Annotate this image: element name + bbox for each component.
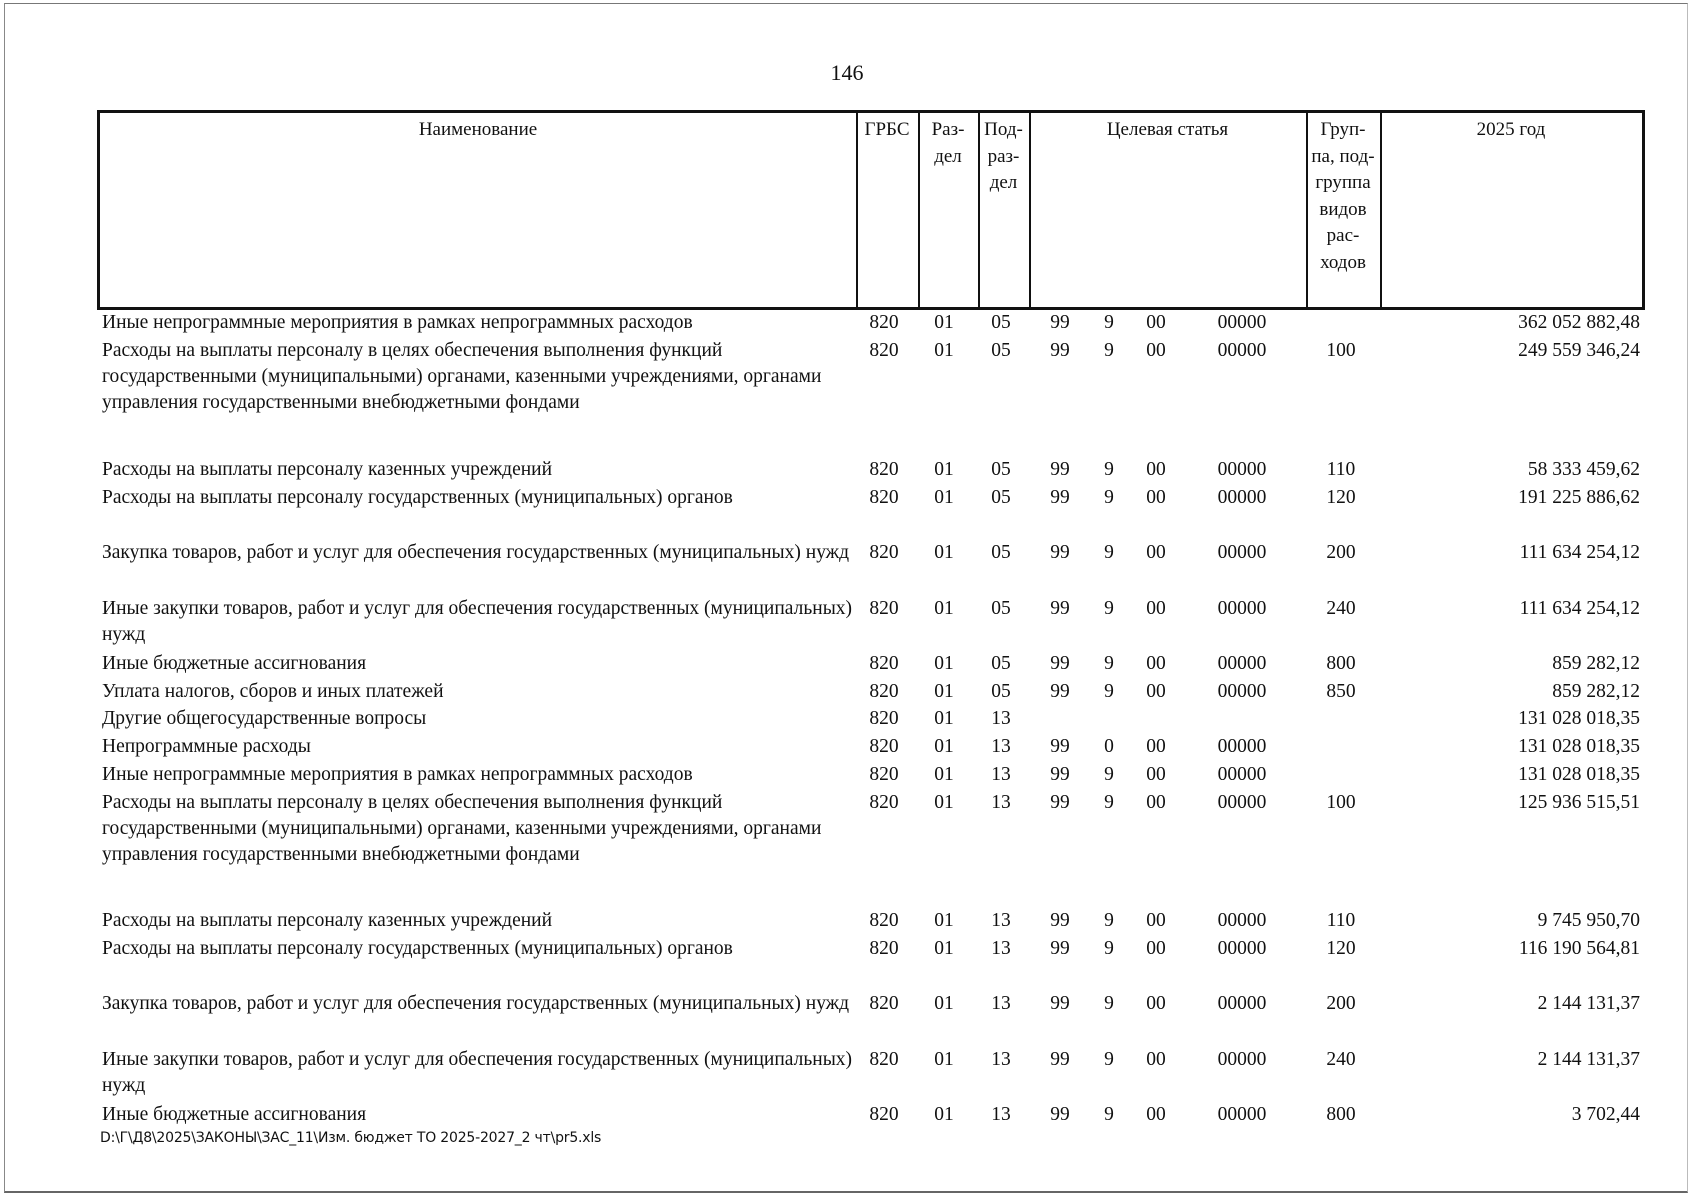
row-podrazdel: 13 [991,1104,1011,1125]
table-header [97,110,1645,310]
row-razdel: 01 [934,993,954,1014]
row-expense-type: 240 [1326,598,1356,619]
row-name: Закупка товаров, работ и услуг для обеспечения государственных (муниципальных) нужд [102,542,850,563]
row-name: Другие общегосударственные вопросы [102,708,427,729]
row-expense-type: 100 [1326,340,1356,361]
row-target-subprogram: 9 [1104,487,1114,508]
row-grbs: 820 [869,938,899,959]
row-podrazdel: 05 [991,542,1011,563]
row-target-subprogram: 9 [1104,340,1114,361]
row-grbs: 820 [869,708,899,729]
row-expense-type: 850 [1326,681,1356,702]
row-target-program: 99 [1050,681,1070,702]
row-grbs: 820 [869,653,899,674]
row-target-subprogram: 9 [1104,459,1114,480]
row-target-direction: 00 [1146,910,1166,931]
row-amount: 2 144 131,37 [1537,993,1640,1014]
row-razdel: 01 [934,598,954,619]
row-target-subprogram: 9 [1104,910,1114,931]
row-razdel: 01 [934,792,954,813]
row-target-subprogram: 9 [1104,1049,1114,1070]
row-target-direction: 00 [1146,340,1166,361]
row-amount: 2 144 131,37 [1537,1049,1640,1070]
row-target-code: 00000 [1217,598,1267,619]
row-grbs: 820 [869,993,899,1014]
row-podrazdel: 13 [991,708,1011,729]
row-grbs: 820 [869,792,899,813]
row-podrazdel: 13 [991,764,1011,785]
row-target-program: 99 [1050,653,1070,674]
row-amount: 9 745 950,70 [1537,910,1640,931]
row-razdel: 01 [934,1049,954,1070]
row-podrazdel: 13 [991,736,1011,757]
row-target-program: 99 [1050,938,1070,959]
row-amount: 58 333 459,62 [1527,459,1640,480]
row-target-code: 00000 [1217,681,1267,702]
row-razdel: 01 [934,459,954,480]
row-podrazdel: 05 [991,312,1011,333]
row-expense-type: 800 [1326,1104,1356,1125]
row-amount: 131 028 018,35 [1518,736,1640,757]
row-target-direction: 00 [1146,487,1166,508]
row-razdel: 01 [934,708,954,729]
row-name: Иные закупки товаров, работ и услуг для обеспечения государственных (муниципальных) нужд [102,598,853,645]
row-grbs: 820 [869,598,899,619]
row-podrazdel: 13 [991,993,1011,1014]
row-target-direction: 00 [1146,993,1166,1014]
row-expense-type: 110 [1326,459,1356,480]
row-target-subprogram: 9 [1104,993,1114,1014]
row-target-subprogram: 0 [1104,736,1114,757]
row-target-subprogram: 9 [1104,312,1114,333]
row-amount: 111 634 254,12 [1519,598,1640,619]
footer-file-path: D:\Г\Д8\2025\ЗАКОНЫ\ЗАС_11\Изм. бюджет ТО 2025-2027_2 чт\pr5.xls [100,1130,602,1146]
row-podrazdel: 05 [991,340,1011,361]
row-amount: 191 225 886,62 [1518,487,1640,508]
header-grbs: ГРБС [864,119,910,140]
row-target-direction: 00 [1146,598,1166,619]
row-target-program: 99 [1050,1049,1070,1070]
row-razdel: 01 [934,312,954,333]
row-target-program: 99 [1050,993,1070,1014]
header-expense-type: Груп- па, под- группа видов рас- ходов [1311,119,1375,273]
row-razdel: 01 [934,736,954,757]
row-amount: 131 028 018,35 [1518,708,1640,729]
row-name: Расходы на выплаты персоналу казенных учреждений [102,459,553,480]
row-target-program: 99 [1050,736,1070,757]
row-target-subprogram: 9 [1104,542,1114,563]
row-amount: 131 028 018,35 [1518,764,1640,785]
header-target-article: Целевая статья [1106,119,1229,140]
page-number: 146 [830,60,864,85]
row-amount: 249 559 346,24 [1518,340,1640,361]
row-target-subprogram: 9 [1104,1104,1114,1125]
row-name: Иные непрограммные мероприятия в рамках непрограммных расходов [102,764,693,785]
row-name: Расходы на выплаты персоналу в целях обеспечения выполнения функций государственными (муниципальными) органами, казенными учреждениями, органами управления государственными внебюджетными фондами [102,792,822,865]
row-target-program: 99 [1050,1104,1070,1125]
row-grbs: 820 [869,764,899,785]
row-target-subprogram: 9 [1104,653,1114,674]
row-name: Расходы на выплаты персоналу в целях обеспечения выполнения функций государственными (муниципальными) органами, казенными учреждениями, органами управления государственными внебюджетными фондами [102,340,822,413]
row-amount: 125 936 515,51 [1518,792,1640,813]
row-target-code: 00000 [1217,792,1267,813]
row-podrazdel: 05 [991,681,1011,702]
row-amount: 111 634 254,12 [1519,542,1640,563]
row-podrazdel: 13 [991,1049,1011,1070]
row-target-direction: 00 [1146,459,1166,480]
row-target-program: 99 [1050,542,1070,563]
header-podrazdel: Под- раз- дел [984,119,1023,193]
row-grbs: 820 [869,312,899,333]
row-target-program: 99 [1050,792,1070,813]
row-target-program: 99 [1050,340,1070,361]
row-target-program: 99 [1050,598,1070,619]
row-podrazdel: 05 [991,598,1011,619]
row-target-program: 99 [1050,459,1070,480]
row-target-code: 00000 [1217,459,1267,480]
row-grbs: 820 [869,1049,899,1070]
row-expense-type: 240 [1326,1049,1356,1070]
row-razdel: 01 [934,487,954,508]
row-target-direction: 00 [1146,681,1166,702]
row-target-direction: 00 [1146,542,1166,563]
row-target-program: 99 [1050,910,1070,931]
row-expense-type: 100 [1326,792,1356,813]
row-expense-type: 120 [1326,938,1356,959]
row-target-program: 99 [1050,764,1070,785]
row-podrazdel: 05 [991,487,1011,508]
row-expense-type: 800 [1326,653,1356,674]
row-razdel: 01 [934,938,954,959]
row-podrazdel: 13 [991,910,1011,931]
row-target-direction: 00 [1146,938,1166,959]
row-razdel: 01 [934,653,954,674]
row-grbs: 820 [869,910,899,931]
row-razdel: 01 [934,764,954,785]
row-target-subprogram: 9 [1104,792,1114,813]
row-name: Иные бюджетные ассигнования [102,1104,367,1125]
row-razdel: 01 [934,1104,954,1125]
row-name: Расходы на выплаты персоналу казенных учреждений [102,910,553,931]
row-expense-type: 120 [1326,487,1356,508]
row-target-direction: 00 [1146,764,1166,785]
row-target-code: 00000 [1217,653,1267,674]
row-target-program: 99 [1050,312,1070,333]
row-amount: 362 052 882,48 [1518,312,1640,333]
row-podrazdel: 05 [991,459,1011,480]
row-grbs: 820 [869,736,899,757]
row-name: Непрограммные расходы [102,736,311,757]
row-target-subprogram: 9 [1104,938,1114,959]
row-target-code: 00000 [1217,764,1267,785]
row-target-direction: 00 [1146,792,1166,813]
row-target-direction: 00 [1146,312,1166,333]
row-razdel: 01 [934,910,954,931]
row-target-code: 00000 [1217,312,1267,333]
row-grbs: 820 [869,542,899,563]
row-target-code: 00000 [1217,938,1267,959]
row-target-direction: 00 [1146,736,1166,757]
row-name: Иные бюджетные ассигнования [102,653,367,674]
row-expense-type: 200 [1326,993,1356,1014]
row-name: Расходы на выплаты персоналу государственных (муниципальных) органов [102,938,733,959]
row-target-direction: 00 [1146,1104,1166,1125]
row-grbs: 820 [869,340,899,361]
row-razdel: 01 [934,681,954,702]
row-grbs: 820 [869,1104,899,1125]
row-name: Иные непрограммные мероприятия в рамках непрограммных расходов [102,312,693,333]
row-target-code: 00000 [1217,736,1267,757]
row-target-code: 00000 [1217,340,1267,361]
row-target-program: 99 [1050,487,1070,508]
row-target-direction: 00 [1146,1049,1166,1070]
row-target-subprogram: 9 [1104,598,1114,619]
header-year: 2025 год [1476,119,1546,140]
row-target-code: 00000 [1217,1049,1267,1070]
row-name: Иные закупки товаров, работ и услуг для обеспечения государственных (муниципальных) нужд [102,1049,853,1096]
row-grbs: 820 [869,459,899,480]
row-expense-type: 110 [1326,910,1356,931]
row-podrazdel: 13 [991,792,1011,813]
header-razdel: Раз- дел [931,119,965,167]
row-grbs: 820 [869,487,899,508]
row-target-code: 00000 [1217,542,1267,563]
row-razdel: 01 [934,340,954,361]
row-name: Уплата налогов, сборов и иных платежей [102,681,444,702]
row-target-code: 00000 [1217,910,1267,931]
row-amount: 859 282,12 [1552,681,1640,702]
row-grbs: 820 [869,681,899,702]
row-target-code: 00000 [1217,487,1267,508]
row-target-subprogram: 9 [1104,681,1114,702]
row-target-subprogram: 9 [1104,764,1114,785]
row-podrazdel: 13 [991,938,1011,959]
header-name: Наименование [418,119,538,140]
row-amount: 859 282,12 [1552,653,1640,674]
row-target-code: 00000 [1217,1104,1267,1125]
row-podrazdel: 05 [991,653,1011,674]
row-target-direction: 00 [1146,653,1166,674]
row-razdel: 01 [934,542,954,563]
row-name: Расходы на выплаты персоналу государственных (муниципальных) органов [102,487,733,508]
row-name: Закупка товаров, работ и услуг для обеспечения государственных (муниципальных) нужд [102,993,850,1014]
row-expense-type: 200 [1326,542,1356,563]
row-target-code: 00000 [1217,993,1267,1014]
row-amount: 3 702,44 [1571,1104,1640,1125]
row-amount: 116 190 564,81 [1518,938,1640,959]
